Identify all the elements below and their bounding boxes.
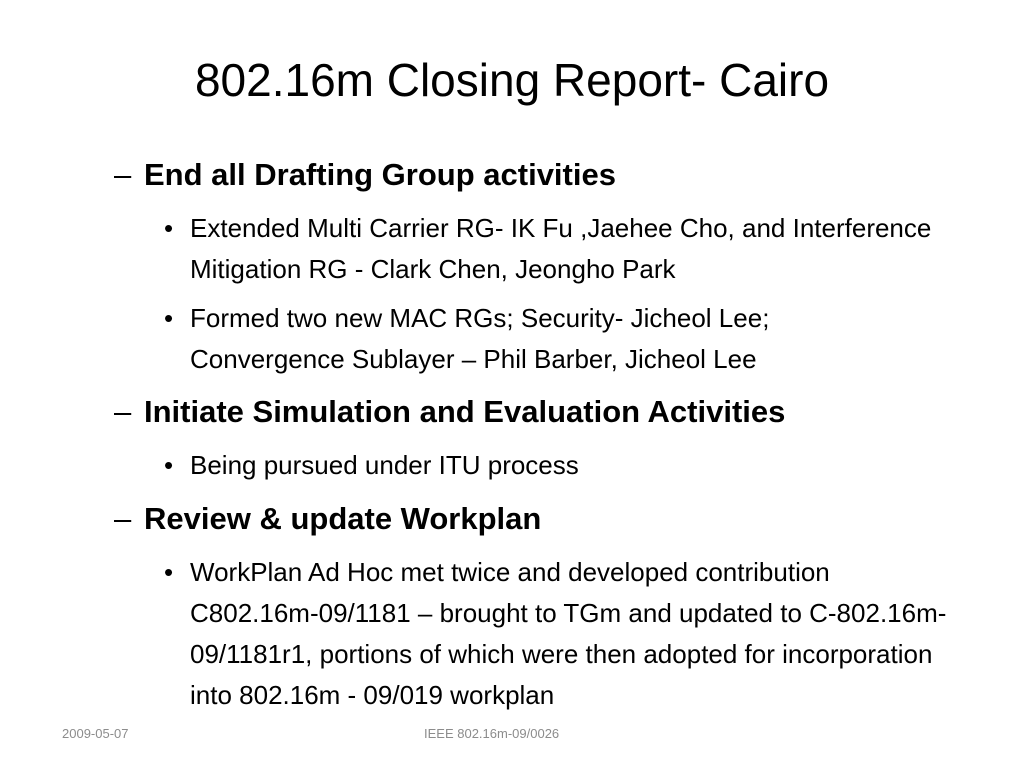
section-heading-drafting: [114, 156, 616, 194]
bullet-icon: •: [164, 303, 174, 333]
bullet-item: [164, 552, 964, 716]
dash-marker: –: [114, 394, 132, 429]
section-heading-simulation: [114, 393, 785, 431]
bullet-item: [164, 445, 964, 486]
bullet-text: Extended Multi Carrier RG- IK Fu ,Jaehee Cho, and Interference Mitigation RG - Clark Chen, Jeongho Park: [190, 213, 932, 284]
section-heading-text: End all Drafting Group activities: [144, 157, 616, 192]
bullet-icon: •: [164, 450, 174, 480]
dash-marker: –: [114, 157, 132, 192]
bullet-text: Formed two new MAC RGs; Security- Jicheol Lee; Convergence Sublayer – Phil Barber, Jicheol Lee: [190, 303, 770, 374]
slide-title: 802.16m Closing Report- Cairo: [194, 54, 830, 106]
footer-doc-id: IEEE 802.16m-09/0026: [424, 726, 560, 741]
bullet-icon: •: [164, 557, 174, 587]
bullet-text: Being pursued under ITU process: [190, 450, 579, 480]
bullet-item: [164, 208, 964, 290]
bullet-icon: •: [164, 213, 174, 243]
footer-date: 2009-05-07: [62, 726, 129, 741]
section-heading-workplan: [114, 500, 541, 538]
bullet-text: WorkPlan Ad Hoc met twice and developed contribution C802.16m-09/1181 – brought to TGm and updated to C-802.16m-09/1181r1, portions of which were then adopted for incorporation into 802.16m - 09/019 workplan: [190, 557, 947, 710]
section-heading-text: Initiate Simulation and Evaluation Activities: [144, 394, 786, 429]
section-heading-text: Review & update Workplan: [144, 501, 542, 536]
dash-marker: –: [114, 501, 132, 536]
bullet-item: [164, 298, 964, 380]
